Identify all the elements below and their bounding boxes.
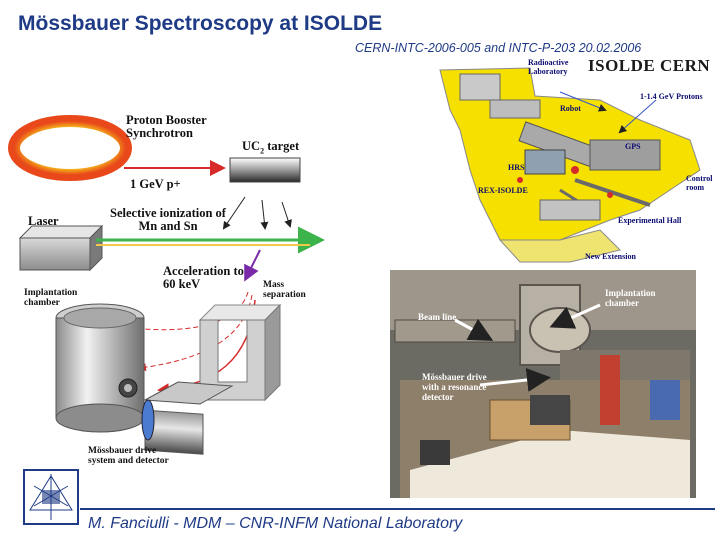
label-mass-separation: Mass separation xyxy=(263,280,306,300)
map-label-gps: GPS xyxy=(625,142,641,151)
label-laser: Laser xyxy=(28,214,59,228)
isolde-cern-logo: ISOLDE CERN xyxy=(588,56,711,75)
label-uc2-target: $UC_2$ target xyxy=(242,139,300,156)
photo-label-mossbauer-drive: Mössbauer drive with a resonance detector xyxy=(422,372,487,402)
map-label-radioactive-lab: Radioactive Laboratory xyxy=(528,58,569,76)
map-label-new-extension: New Extension xyxy=(585,252,636,261)
label-protons: 1 GeV p+ xyxy=(130,177,181,191)
map-label-hrs: HRS xyxy=(508,163,525,172)
map-label-protons: 1-1.4 GeV Protons xyxy=(640,92,703,101)
uc2-target xyxy=(230,158,300,182)
laser-box xyxy=(20,238,90,270)
label-implantation-chamber: Implantation chamber xyxy=(24,288,78,308)
photo-label-beam-line: Beam line xyxy=(418,312,457,322)
synchrotron-ring xyxy=(14,121,126,175)
ionization-arrow xyxy=(262,200,265,228)
implantation-chamber-cylinder xyxy=(56,318,144,418)
map-label-rex-isolde: REX-ISOLDE xyxy=(478,186,528,195)
footer-divider xyxy=(80,508,715,510)
label-proton-booster: Proton Booster Synchrotron xyxy=(126,113,207,140)
slide-title: Mössbauer Spectroscopy at ISOLDE xyxy=(18,12,383,35)
map-label-robot: Robot xyxy=(560,104,581,113)
map-label-control-room: Control room xyxy=(686,174,713,192)
label-selective-ionization: Selective ionization of Mn and Sn xyxy=(110,206,226,233)
ionization-arrow xyxy=(282,202,290,226)
map-label-experimental-hall: Experimental Hall xyxy=(618,216,682,225)
footer-text: M. Fanciulli - MDM – CNR-INFM National Laboratory xyxy=(88,515,463,532)
label-mossbauer-drive: Mössbauer drive system and detector xyxy=(88,446,169,466)
label-acceleration: Acceleration to 60 keV xyxy=(163,264,244,291)
institution-logo-icon xyxy=(24,470,78,524)
reference-line: CERN-INTC-2006-005 and INTC-P-203 20.02.2006 xyxy=(355,41,642,55)
photo-label-implantation-chamber: Implantation chamber xyxy=(605,288,656,308)
